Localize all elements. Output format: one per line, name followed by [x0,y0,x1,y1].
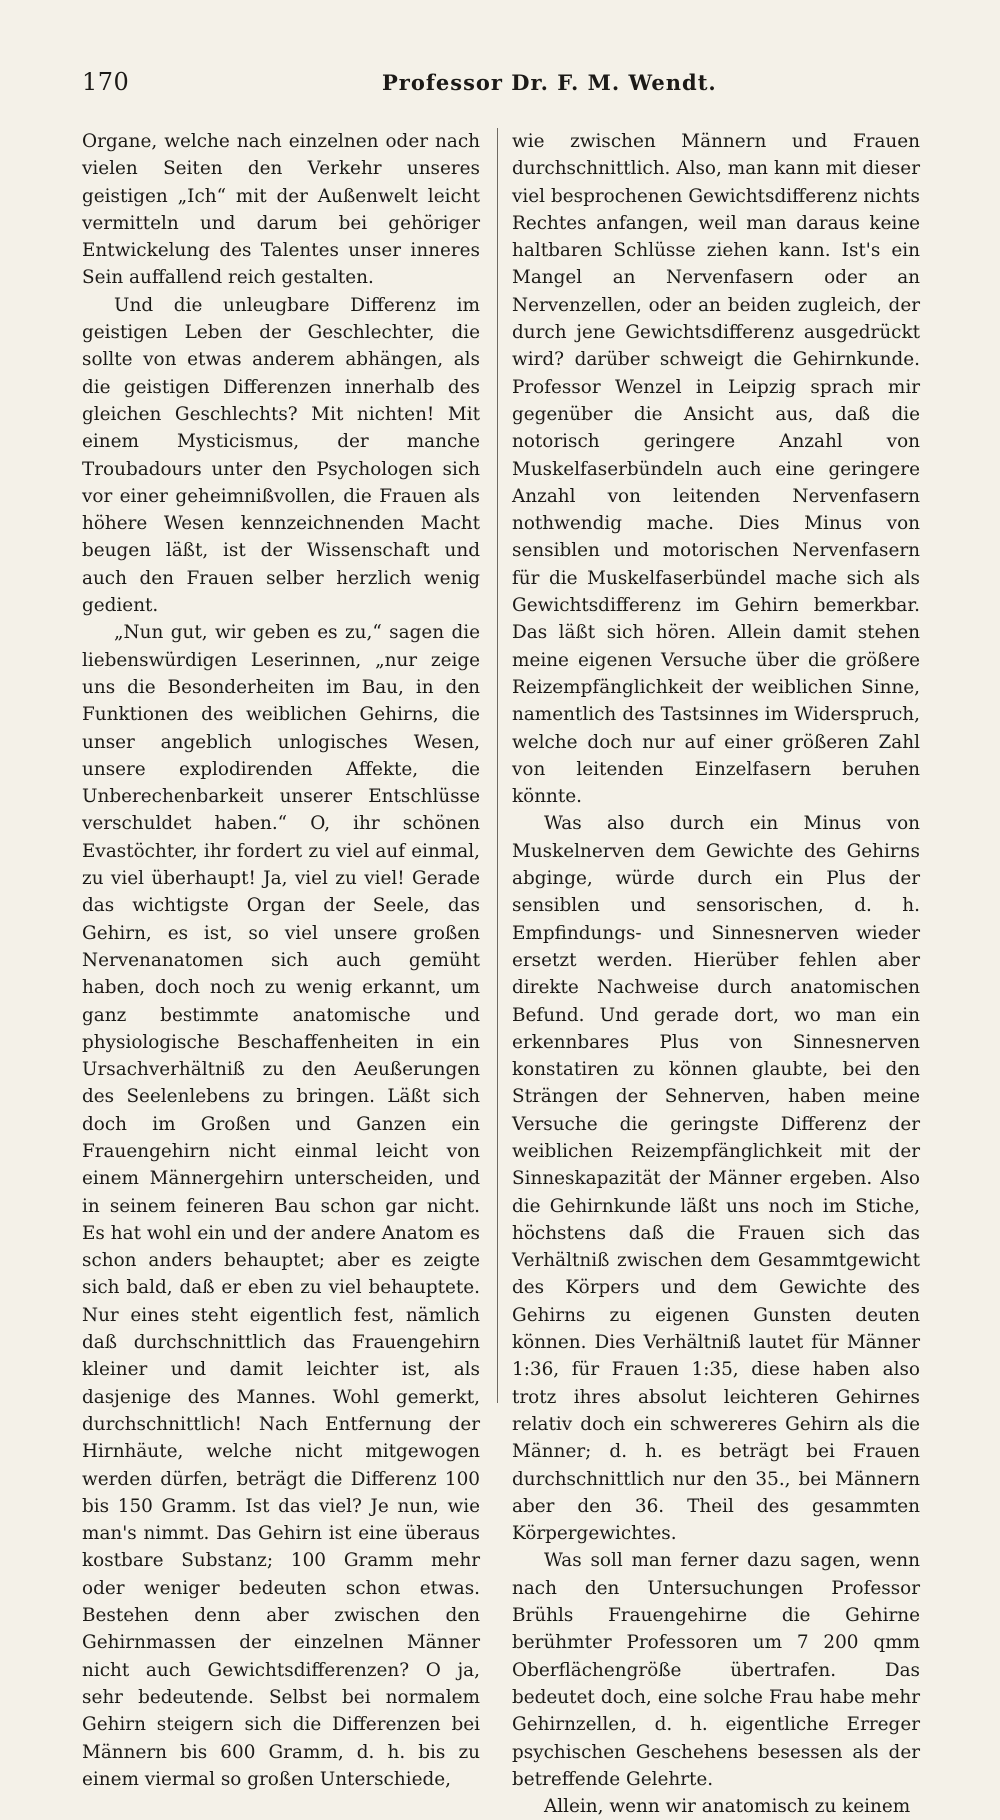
paragraph: Und die unleugbare Differenz im geistigen Leben der Geschlechter, die sollte von etwas anderem abhängen, als die geistigen Differenzen innerhalb des gleichen Geschlechts? Mit nichten! Mit einem Mysticismus, der manche Troubadours unter den Psychologen sich vor einer geheimnißvollen, die Frauen als höhere Wesen kennzeichnenden Macht beugen läßt, ist der Wissenschaft und auch den Frauen selber herzlich wenig gedient. [82,294,480,617]
page-header [82,66,918,106]
running-head: Professor Dr. F. M. Wendt. [382,70,717,95]
right-column [512,128,920,1818]
column-divider [497,128,498,1403]
left-column [82,128,480,1790]
paragraph: Organe, welche nach einzelnen oder nach vielen Seiten den Verkehr unseres geistigen „Ich“ mit der Außenwelt leicht vermitteln und darum bei gehöriger Entwickelung des Talentes unser inneres Sein auffallend reich gestalten. [82,131,480,289]
paragraph: Was also durch ein Minus von Muskelnerven dem Gewichte des Gehirns abginge, würde durch ein Plus der sensiblen und sensorischen, d. h. Empfindungs- und Sinnesnerven wieder ersetzt werden. Hierüber fehlen aber direkte Nachweise durch anatomischen Befund. Und gerade dort, wo man ein erkennbares Plus von Sinnesnerven konstatiren zu können glaubte, bei den Strängen der Sehnerven, haben meine Versuche die geringste Differenz der weiblichen Reizempfänglichkeit mit der Sinneskapazität der Männer ergeben. Also die Gehirnkunde läßt uns noch im Stiche, höchstens daß die Frauen sich das Verhältniß zwischen dem Gesammtgewicht des Körpers und dem Gewichte des Gehirns zu eigenen Gunsten deuten können. Dies Verhältniß lautet für Männer 1:36, für Frauen 1:35, diese haben also trotz ihres absolut leichteren Gehirnes relativ doch ein schwereres Gehirn als die Männer; d. h. es beträgt bei Frauen durchschnittlich nur den 35., bei Männern aber den 36. Theil des gesammten Körpergewichtes. [512,813,920,1545]
page-number: 170 [82,68,130,96]
paragraph: Allein, wenn wir anatomisch zu keinem [544,1796,911,1818]
paragraph: Was soll man ferner dazu sagen, wenn nach den Untersuchungen Professor Brühls Frauengehirne die Gehirne berühmter Professoren um 7 200 qmm Oberflächengröße übertrafen. Das bedeutet doch, eine solche Frau habe mehr Gehirnzellen, d. h. eigentliche Erreger psychischen Geschehens besessen als der betreffende Gelehrte. [512,1550,920,1790]
paragraph: „Nun gut, wir geben es zu,“ sagen die liebenswürdigen Leserinnen, „nur zeige uns die Besonderheiten im Bau, in den Funktionen des weiblichen Gehirns, die unser angeblich unlogisches Wesen, unsere explodirenden Affekte, die Unberechenbarkeit unserer Entschlüsse verschuldet haben.“ O, ihr schönen Evastöchter, ihr fordert zu viel auf einmal, zu viel überhaupt! Ja, viel zu viel! Gerade das wichtigste Organ der Seele, das Gehirn, es ist, so viel unsere großen Nervenanatomen sich auch gemüht haben, doch noch zu wenig erkannt, um ganz bestimmte anatomische und physiologische Beschaffenheiten in ein Ursachverhältniß zu den Aeußerungen des Seelenlebens zu bringen. Läßt sich doch im Großen und Ganzen ein Frauengehirn nicht einmal leicht von einem Männergehirn unterscheiden, und in seinem feineren Bau schon gar nicht. Es hat wohl ein und der andere Anatom es schon anders behauptet; aber es zeigte sich bald, daß er eben zu viel behauptete. Nur eines steht eigentlich fest, nämlich daß durchschnittlich das Frauengehirn kleiner und damit leichter ist, als dasjenige des Mannes. Wohl gemerkt, durchschnittlich! Nach Entfernung der Hirnhäute, welche nicht mitgewogen werden dürfen, beträgt die Differenz 100 bis 150 Gramm. Ist das viel? Je nun, wie man's nimmt. Das Gehirn ist eine überaus kostbare Substanz; 100 Gramm mehr oder weniger bedeuten schon etwas. Bestehen denn aber zwischen den Gehirnmassen der einzelnen Männer nicht auch Gewichtsdifferenzen? O ja, sehr bedeutende. Selbst bei normalem Gehirn steigern sich die Differenzen bei Männern bis 600 Gramm, d. h. bis zu einem viermal so großen Unterschiede, [82,622,480,1790]
paragraph: wie zwischen Männern und Frauen durchschnittlich. Also, man kann mit dieser viel besprochenen Gewichtsdifferenz nichts Rechtes anfangen, weil man daraus keine haltbaren Schlüsse ziehen kann. Ist's ein Mangel an Nervenfasern oder an Nervenzellen, oder an beiden zugleich, der durch jene Gewichtsdifferenz ausgedrückt wird? darüber schweigt die Gehirnkunde. Professor Wenzel in Leipzig sprach mir gegenüber die Ansicht aus, daß die notorisch geringere Anzahl von Muskelfaserbündeln auch eine geringere Anzahl von leitenden Nervenfasern nothwendig mache. Dies Minus von sensiblen und motorischen Nervenfasern für die Muskelfaserbündel mache sich als Gewichtsdifferenz im Gehirn bemerkbar. Das läßt sich hören. Allein damit stehen meine eigenen Versuche über die größere Reizempfänglichkeit der weiblichen Sinne, namentlich des Tastsinnes im Widerspruch, welche doch nur auf einer größeren Zahl von leitenden Einzelfasern beruhen könnte. [512,131,920,808]
